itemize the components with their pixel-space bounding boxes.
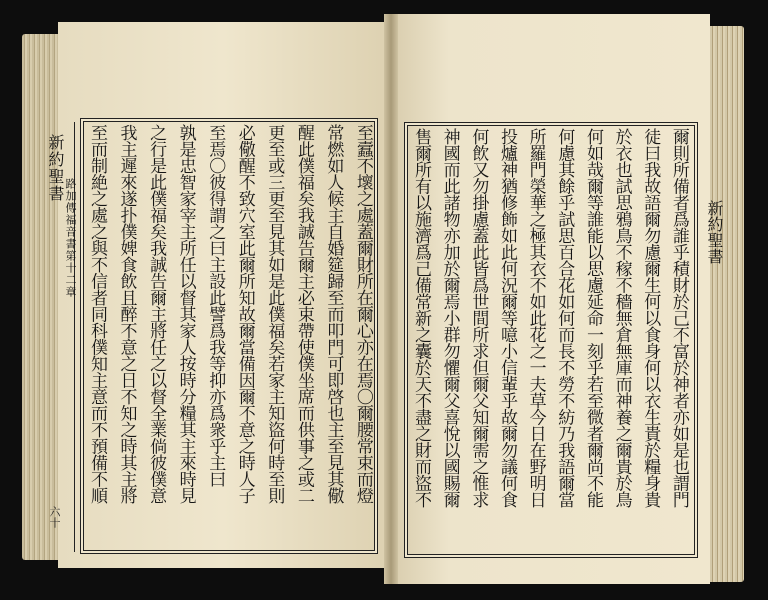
text-column: 我主遲來遂扑僕婢食飲且醉不意之日不知之時其主將 xyxy=(116,124,137,504)
book-gutter xyxy=(384,14,398,584)
text-column: 至焉〇彼得謂之曰主設此譬爲我等抑亦爲衆乎主曰 xyxy=(205,124,226,487)
text-column: 何飲又勿掛慮蓋此皆爲世間所求但爾父知爾需之惟求 xyxy=(468,128,489,508)
left-running-title: 新約聖書 xyxy=(46,134,65,202)
text-column: 爾則所備者爲誰乎積財於己不富於神者亦如是也謂門 xyxy=(668,128,689,508)
left-text-columns xyxy=(86,124,374,548)
text-column: 之行是此僕福矣我誠告爾主將任之以督全業倘彼僕意 xyxy=(146,124,167,504)
text-column: 所羅門榮華之極其衣不如此花之一夫草今日在野明日 xyxy=(525,128,546,508)
text-column: 於衣也試思鴉鳥不稼不穡無倉無庫而神養之爾貴於鳥 xyxy=(611,128,632,508)
text-column: 至蠧不壞之處蓋爾財所在爾心亦在焉〇爾腰常束而燈 xyxy=(352,124,373,504)
text-column: 神國而此諸物亦加於爾焉小群勿懼爾父喜悅以國賜爾 xyxy=(439,128,460,508)
chapter-heading: 路加傳福音書第十二章 xyxy=(64,178,77,298)
page-number: 六十 xyxy=(48,506,61,528)
text-column: 孰是忠智家宰主所任以督其家人按時分糧其主來時見 xyxy=(175,124,196,504)
text-column: 至而制絶之處之與不信者同科僕知主意而不預備不順 xyxy=(87,124,107,504)
text-column: 徒曰我故語爾勿慮爾生何以食身何以衣生貴於糧身貴 xyxy=(640,128,661,508)
right-text-columns xyxy=(410,128,690,552)
right-margin-tab xyxy=(699,130,729,430)
text-column: 售爾所有以施濟爲己備常新之囊於天不盡之財而盜不 xyxy=(411,128,431,508)
text-column: 何如哉爾等誰能以思慮延命一刻乎若至微者爾尚不能 xyxy=(582,128,603,508)
left-margin-tab xyxy=(40,122,75,552)
text-column: 更至或三更至見其如是此僕福矣若家主知盜何時至則 xyxy=(264,124,285,504)
right-running-title: 新約聖書 xyxy=(705,200,724,264)
text-column: 醒此僕福矣我誠告爾主必束帶使僕坐席而供事之或二 xyxy=(293,124,314,504)
text-column: 必儆醒不致穴室此爾所知故爾當備因爾不意之時人子 xyxy=(234,124,255,504)
text-column: 投爐神猶修飾如此何況爾等噫小信輩乎故爾勿議何食 xyxy=(496,128,517,508)
text-column: 常燃如人候主自婚筵歸至而叩門可即啓也主至見其儆 xyxy=(323,124,344,504)
text-column: 何慮其餘乎試思百合花如何而長不勞不紡乃我語爾當 xyxy=(554,128,575,508)
